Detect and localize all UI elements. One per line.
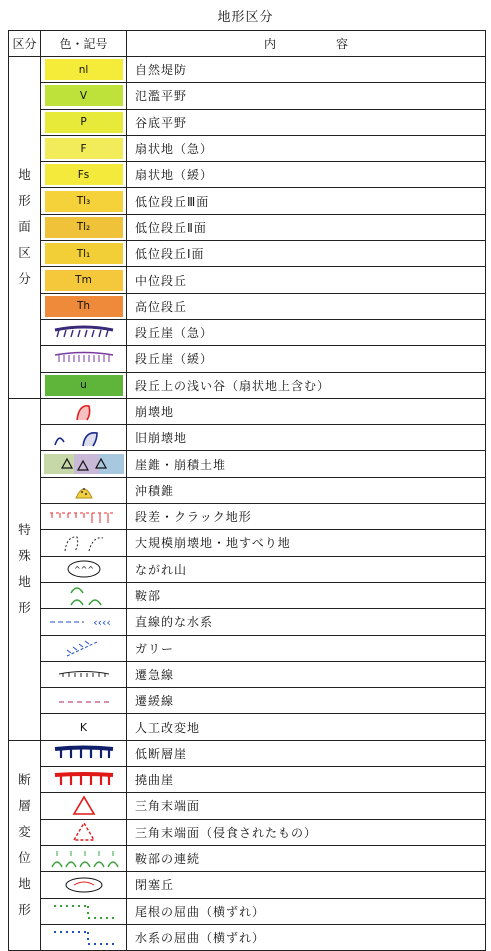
table-row [9, 714, 486, 740]
symbol-code: Th [76, 300, 91, 313]
table-row [9, 582, 486, 608]
symbol-cell [41, 819, 127, 845]
knickline-gentle-icon [44, 691, 123, 711]
k-letter-icon: K [79, 721, 88, 735]
symbol-cell [41, 83, 127, 109]
alluvial-cone-icon [44, 480, 123, 500]
symbol-code: Tl₁ [76, 247, 91, 260]
table-row [9, 241, 486, 267]
closed-hill-icon [44, 875, 123, 895]
section-label-char: 面 [18, 219, 31, 235]
table-row [9, 872, 486, 898]
section-label-char: 形 [18, 902, 31, 918]
table-row [9, 767, 486, 793]
row-description: 撓曲崖 [127, 767, 486, 793]
row-description: 水系の屈曲（横ずれ） [127, 924, 486, 950]
table-row [9, 845, 486, 871]
symbol-cell [41, 319, 127, 345]
section-label-char: 断 [18, 772, 31, 788]
purple-hachure-icon [44, 350, 123, 368]
table-row [9, 504, 486, 530]
row-description: 扇状地（急） [127, 135, 486, 161]
table-row [9, 135, 486, 161]
section-label-char: 地 [18, 876, 31, 892]
symbol-cell [41, 162, 127, 188]
row-description: 谷底平野 [127, 109, 486, 135]
section-label-char: 変 [18, 824, 31, 840]
color-swatch [45, 191, 123, 212]
symbol-cell [41, 241, 127, 267]
color-swatch [45, 375, 123, 396]
section-label-char: 層 [18, 798, 31, 814]
section-label-char: 特 [18, 522, 31, 538]
svg-text:^^^: ^^^ [73, 565, 94, 575]
row-description: 段丘崖（急） [127, 319, 486, 345]
color-swatch [45, 296, 123, 317]
row-description: 自然堤防 [127, 57, 486, 83]
row-description: 段差・クラック地形 [127, 504, 486, 530]
section-label-char: 形 [18, 193, 31, 209]
symbol-code: Fs [77, 168, 90, 181]
table-row [9, 793, 486, 819]
symbol-cell [41, 793, 127, 819]
table-row [9, 556, 486, 582]
symbol-code: V [79, 89, 88, 102]
symbol-cell [41, 267, 127, 293]
row-description: 沖積錐 [127, 477, 486, 503]
row-description: 中位段丘 [127, 267, 486, 293]
section-label-char: 形 [18, 600, 31, 616]
row-description: 遷急線 [127, 661, 486, 687]
landslide-icon [44, 533, 123, 553]
dark-hachure-icon [44, 324, 123, 342]
color-swatch [45, 112, 123, 133]
table-row [9, 188, 486, 214]
table-row [9, 57, 486, 83]
ridge-offset-icon [44, 900, 123, 922]
saddle-icon [44, 585, 123, 607]
symbol-cell [41, 714, 127, 740]
table-row [9, 346, 486, 372]
section-label [9, 57, 41, 399]
row-description: 崩壊地 [127, 398, 486, 424]
row-description: 閉塞丘 [127, 872, 486, 898]
row-description: 鞍部の連続 [127, 845, 486, 871]
symbol-cell [41, 635, 127, 661]
color-swatch [45, 243, 123, 264]
symbol-cell [41, 346, 127, 372]
symbol-cell [41, 477, 127, 503]
table-row [9, 661, 486, 687]
row-description: 段丘崖（緩） [127, 346, 486, 372]
table-row [9, 635, 486, 661]
red-scarp-icon [44, 402, 123, 422]
row-description: 氾濫平野 [127, 83, 486, 109]
section-label-char: 位 [18, 850, 31, 866]
row-description: 崖錐・崩積土堆 [127, 451, 486, 477]
symbol-cell [41, 661, 127, 687]
symbol-code: Tm [75, 274, 92, 287]
knickline-steep-icon [44, 664, 123, 684]
symbol-cell [41, 372, 127, 398]
table-row [9, 372, 486, 398]
saddle-chain-icon [44, 848, 123, 870]
dashed-triangle-icon [44, 821, 123, 843]
table-row [9, 819, 486, 845]
color-swatch [45, 270, 123, 291]
color-swatch [45, 217, 123, 238]
symbol-cell [41, 398, 127, 424]
symbol-cell [41, 451, 127, 477]
svg-text:‹‹‹‹: ‹‹‹‹ [93, 615, 111, 629]
table-row [9, 688, 486, 714]
header-content: 内 容 [127, 31, 486, 57]
row-description: 旧崩壊地 [127, 425, 486, 451]
table-row [9, 293, 486, 319]
row-description: 三角末端面 [127, 793, 486, 819]
page-title: 地形区分 [217, 10, 274, 25]
symbol-cell [41, 109, 127, 135]
symbol-cell [41, 530, 127, 556]
symbol-code: P [80, 116, 87, 129]
table-row [9, 267, 486, 293]
row-description: ガリー [127, 635, 486, 661]
table-row [9, 425, 486, 451]
symbol-cell [41, 293, 127, 319]
table-row [9, 451, 486, 477]
crack-icon [44, 507, 123, 527]
red-triangle-icon [44, 795, 123, 817]
symbol-cell [41, 504, 127, 530]
table-row [9, 162, 486, 188]
header-symbol: 色・記号 [41, 31, 127, 57]
color-swatch [45, 138, 123, 159]
symbol-cell [41, 924, 127, 950]
talus-triangles-icon [44, 454, 123, 474]
row-description: 高位段丘 [127, 293, 486, 319]
table-row [9, 898, 486, 924]
table-row [9, 740, 486, 766]
symbol-code: F [80, 142, 87, 155]
flow-mound-icon [44, 559, 123, 579]
symbol-cell [41, 425, 127, 451]
row-description: 低位段丘Ⅱ面 [127, 214, 486, 240]
row-description: 段丘上の浅い谷（扇状地上含む） [127, 372, 486, 398]
row-description: 低位段丘Ⅲ面 [127, 188, 486, 214]
table-row [9, 319, 486, 345]
section-label-char: 殊 [18, 548, 31, 564]
row-description: 直線的な水系 [127, 609, 486, 635]
table-row [9, 477, 486, 503]
row-description: 鞍部 [127, 582, 486, 608]
symbol-code: nl [78, 63, 89, 76]
symbol-cell [41, 845, 127, 871]
symbol-cell [41, 872, 127, 898]
symbol-cell [41, 767, 127, 793]
section-label-char: 区 [18, 245, 31, 261]
table-row [9, 609, 486, 635]
symbol-cell [41, 898, 127, 924]
table-row [9, 530, 486, 556]
table-row [9, 214, 486, 240]
header-section: 区分 [9, 31, 41, 57]
symbol-cell [41, 740, 127, 766]
legend-table [8, 30, 486, 951]
table-row [9, 398, 486, 424]
row-description: 扇状地（緩） [127, 162, 486, 188]
row-description: 人工改変地 [127, 714, 486, 740]
section-label [9, 740, 41, 950]
section-label-char: 地 [18, 167, 31, 183]
table-row [9, 924, 486, 950]
symbol-cell [41, 582, 127, 608]
section-label-char: 分 [18, 271, 31, 287]
blue-scarp-icon [44, 428, 123, 448]
symbol-cell [41, 188, 127, 214]
table-row [9, 83, 486, 109]
symbol-code: u [80, 379, 87, 392]
row-description: ながれ山 [127, 556, 486, 582]
linear-drainage-icon [44, 612, 123, 632]
section-label-char: 地 [18, 574, 31, 590]
red-flexure-icon [44, 770, 123, 790]
symbol-code: Tl₃ [76, 195, 91, 208]
color-swatch [45, 59, 123, 80]
row-description: 低位段丘Ⅰ面 [127, 241, 486, 267]
symbol-cell [41, 609, 127, 635]
row-description: 遷緩線 [127, 688, 486, 714]
row-description: 尾根の屈曲（横ずれ） [127, 898, 486, 924]
symbol-cell [41, 688, 127, 714]
row-description: 低断層崖 [127, 740, 486, 766]
row-description: 大規模崩壊地・地すべり地 [127, 530, 486, 556]
color-swatch [45, 85, 123, 106]
symbol-cell [41, 214, 127, 240]
symbol-code: Tl₂ [76, 221, 91, 234]
color-swatch [45, 164, 123, 185]
symbol-cell [41, 135, 127, 161]
gully-icon [44, 638, 123, 658]
blue-fault-scarp-icon [44, 743, 123, 763]
section-label [9, 398, 41, 740]
stream-offset-icon [44, 926, 123, 948]
table-header-row [9, 31, 486, 57]
row-description: 三角末端面（侵食されたもの） [127, 819, 486, 845]
symbol-cell [41, 556, 127, 582]
table-row [9, 109, 486, 135]
symbol-cell [41, 57, 127, 83]
